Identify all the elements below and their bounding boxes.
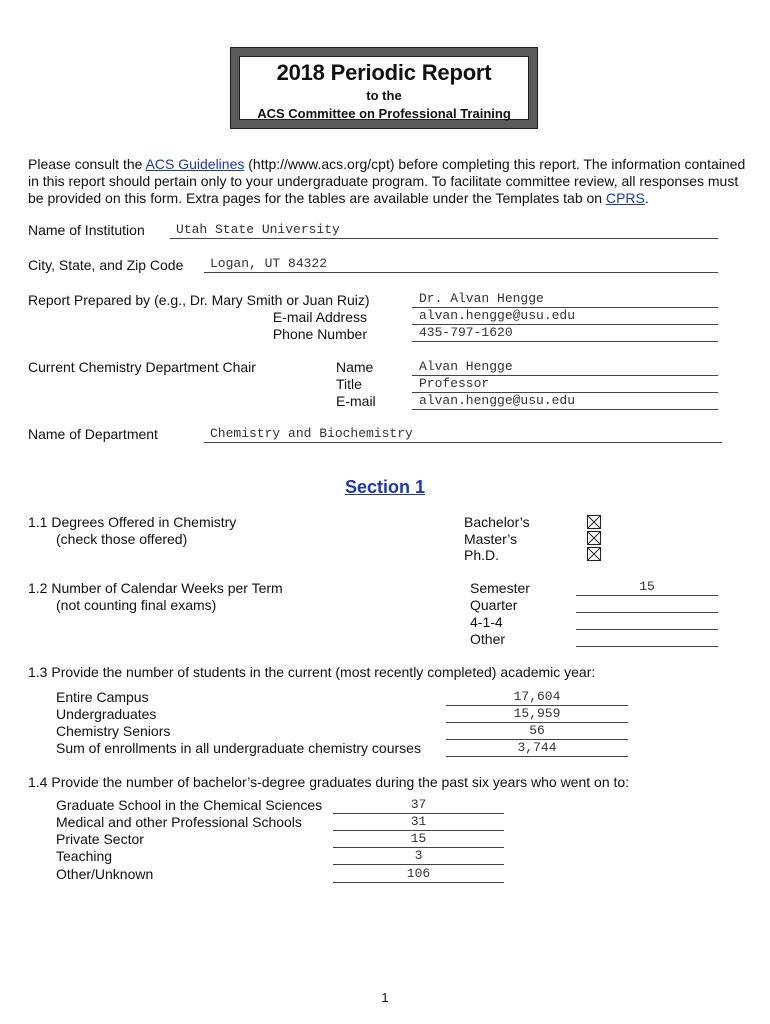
term-semester-underline <box>576 595 718 596</box>
grads-other-underline <box>333 882 504 883</box>
degree-phd-label: Ph.D. <box>464 547 500 563</box>
page-number: 1 <box>381 990 389 1005</box>
students-undergrad-field[interactable]: 15,959 <box>513 706 561 721</box>
grads-teaching-label: Teaching <box>56 848 113 864</box>
grads-private-label: Private Sector <box>56 831 144 847</box>
students-undergrad-label: Undergraduates <box>56 706 157 722</box>
department-field[interactable]: Chemistry and Biochemistry <box>210 426 413 441</box>
checked-x-icon <box>588 532 600 544</box>
section-heading-text: Section 1 <box>344 477 426 497</box>
cprs-link[interactable]: CPRS <box>605 190 645 206</box>
q1-2-label: 1.2 Number of Calendar Weeks per Term <box>28 580 283 596</box>
preparer-email-label: E-mail Address <box>272 309 367 325</box>
q1-4-label: 1.4 Provide the number of bachelor’s-degree graduates during the past six years who went on to: <box>28 774 630 790</box>
chair-label: Current Chemistry Department Chair <box>28 359 256 375</box>
checked-x-icon <box>588 516 600 528</box>
degree-phd-checkbox[interactable] <box>587 547 601 561</box>
term-semester-label: Semester <box>470 580 530 596</box>
preparer-phone-label: Phone Number <box>272 326 367 342</box>
grads-teaching-field[interactable]: 3 <box>414 848 423 863</box>
preparer-phone-underline <box>412 341 718 342</box>
grads-medical-field[interactable]: 31 <box>410 814 427 829</box>
chair-title-field[interactable]: Professor <box>419 376 490 391</box>
location-underline <box>204 272 718 273</box>
preparer-phone-field[interactable]: 435-797-1620 <box>419 325 513 340</box>
report-subtitle: to the <box>366 88 402 103</box>
q1-1-sublabel: (check those offered) <box>56 531 188 547</box>
degree-masters-checkbox[interactable] <box>587 531 601 545</box>
institution-underline <box>170 238 718 239</box>
term-semester-field[interactable]: 15 <box>639 579 655 594</box>
degree-masters-label: Master’s <box>464 531 518 547</box>
grads-teaching-underline <box>333 864 504 865</box>
preparer-email-field[interactable]: alvan.hengge@usu.edu <box>419 308 576 323</box>
chair-email-underline <box>412 409 718 410</box>
term-quarter-underline <box>576 612 718 613</box>
title-box <box>230 47 538 129</box>
degree-bachelors-checkbox[interactable] <box>587 515 601 529</box>
q1-2-sublabel: (not counting final exams) <box>56 597 217 613</box>
intro-paragraph <box>28 156 748 207</box>
grads-other-label: Other/Unknown <box>56 866 154 882</box>
preparer-label: Report Prepared by (e.g., Dr. Mary Smith or Juan Ruiz) <box>28 292 370 308</box>
grads-medical-label: Medical and other Professional Schools <box>56 814 302 830</box>
students-campus-label: Entire Campus <box>56 689 149 705</box>
students-enrollments-underline <box>446 756 628 757</box>
chair-name-label: Name <box>336 359 374 375</box>
intro-text-1: Please consult the <box>28 156 146 172</box>
location-label: City, State, and Zip Code <box>28 257 184 273</box>
grads-private-field[interactable]: 15 <box>410 831 427 846</box>
committee-name: ACS Committee on Professional Training <box>257 106 511 121</box>
term-other-label: Other <box>470 631 506 647</box>
q1-1-label: 1.1 Degrees Offered in Chemistry <box>28 514 237 530</box>
term-quarter-label: Quarter <box>470 597 518 613</box>
term-414-underline <box>576 629 718 630</box>
grads-gradschool-label: Graduate School in the Chemical Sciences <box>56 797 323 813</box>
section-heading <box>0 477 770 498</box>
students-seniors-label: Chemistry Seniors <box>56 723 171 739</box>
q1-3-label: 1.3 Provide the number of students in the current (most recently completed) academic year: <box>28 664 596 680</box>
chair-name-field[interactable]: Alvan Hengge <box>419 359 513 374</box>
chair-email-label: E-mail <box>336 393 376 409</box>
title-inner <box>239 56 529 120</box>
preparer-name-field[interactable]: Dr. Alvan Hengge <box>419 291 544 306</box>
term-414-label: 4-1-4 <box>470 614 503 630</box>
department-underline <box>204 442 722 443</box>
chair-title-label: Title <box>336 376 362 392</box>
acs-guidelines-link[interactable]: ACS Guidelines <box>145 156 245 172</box>
students-enrollments-field[interactable]: 3,744 <box>517 740 557 755</box>
intro-text-3: . <box>644 190 649 206</box>
checked-x-icon <box>588 548 600 560</box>
institution-label: Name of Institution <box>28 222 145 238</box>
department-label: Name of Department <box>28 426 158 442</box>
institution-field[interactable]: Utah State University <box>176 222 340 237</box>
students-enrollments-label: Sum of enrollments in all undergraduate chemistry courses <box>56 740 421 756</box>
grads-gradschool-field[interactable]: 37 <box>410 797 427 812</box>
students-seniors-field[interactable]: 56 <box>529 723 545 738</box>
chair-email-field[interactable]: alvan.hengge@usu.edu <box>419 393 576 408</box>
grads-other-field[interactable]: 106 <box>406 866 431 881</box>
degree-bachelors-label: Bachelor’s <box>464 514 530 530</box>
location-field[interactable]: Logan, UT 84322 <box>210 256 328 271</box>
term-other-underline <box>576 646 718 647</box>
intro-text-2: (http://www.acs.org/cpt) before completing this report. The information contained in this report should pertain only to your undergraduate program. To facilitate committee review, all responses must be provided on this form. Extra pages for the tables are available under the Templates tab on <box>28 156 746 206</box>
students-campus-field[interactable]: 17,604 <box>513 689 561 704</box>
report-title: 2018 Periodic Report <box>276 60 492 85</box>
